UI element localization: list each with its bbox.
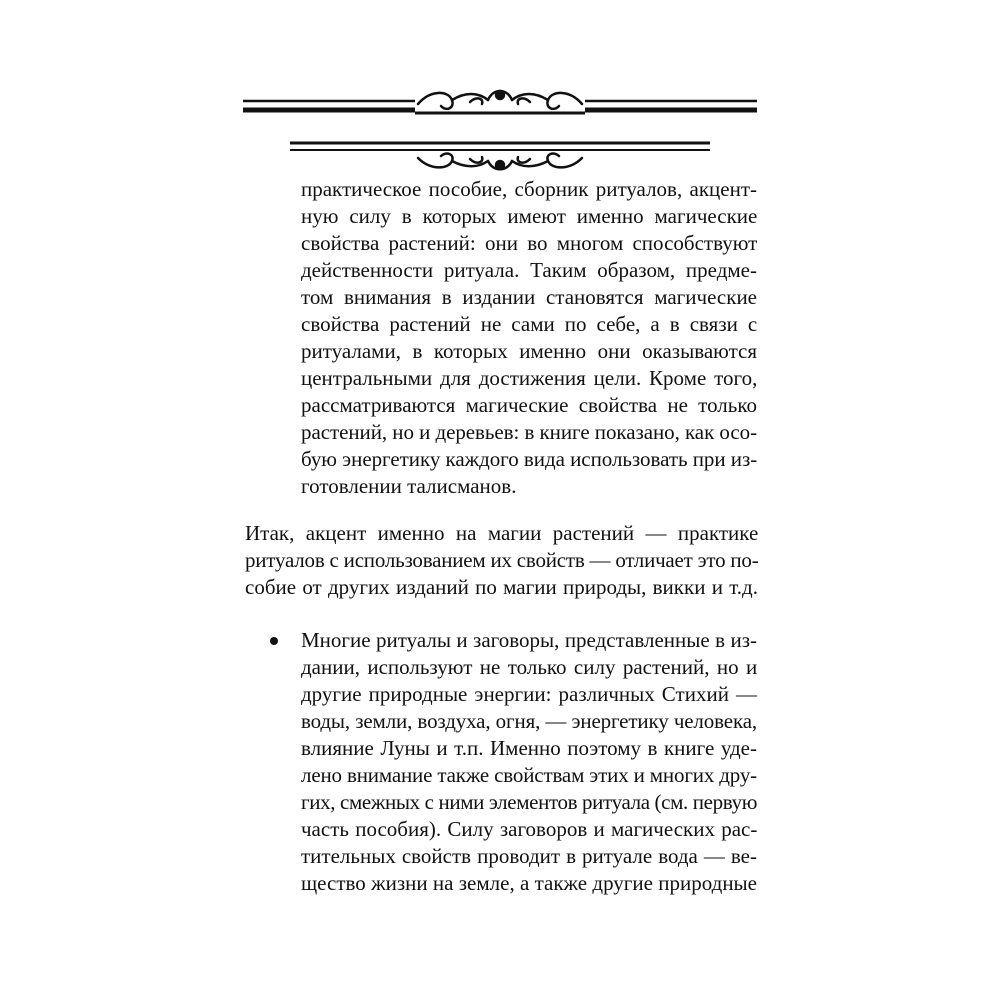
- bullet-icon: [270, 637, 278, 645]
- paragraph-continuation: [301, 176, 757, 500]
- text-line: собие от других изданий по магии природы, викки и т.д.: [245, 575, 758, 599]
- text-line: практическое пособие, сборник ритуалов, акцент-: [301, 177, 757, 201]
- text-line: дании, используют не только силу растений, но и: [301, 655, 758, 679]
- top-scroll-ornament: [418, 91, 582, 109]
- text-line: влияние Луны и т.п. Именно поэтому в книге уде-: [301, 736, 757, 760]
- bullet-list-item: [301, 627, 757, 897]
- bottom-rule-lines: [290, 143, 710, 150]
- text-line: рассматриваются магические свойства не только: [301, 393, 757, 417]
- text-line: свойства растений: они во многом способствуют: [301, 231, 758, 255]
- text-line: другие природные энергии: различных Стихий —: [301, 682, 757, 706]
- text-line: часть пособия). Силу заговоров и магических рас-: [301, 817, 758, 841]
- text-line: действенности ритуала. Таким образом, предме-: [301, 258, 757, 282]
- top-rule-lines: [243, 101, 757, 113]
- text-line: тительных свойств проводит в ритуале вода — ве-: [301, 844, 757, 868]
- text-line: ритуалов с использованием их свойств — отличает это по-: [245, 548, 759, 572]
- text-line: бую энергетику каждого вида использовать при из-: [301, 447, 758, 471]
- text-line: ритуалами, в которых именно они оказываются: [301, 339, 757, 363]
- text-line: щество жизни на земле, а также другие природные: [301, 871, 757, 895]
- text-line: готовлении талисманов.: [301, 474, 517, 498]
- text-line: Многие ритуалы и заговоры, представленные в из-: [301, 628, 757, 652]
- text-line: воды, земли, воздуха, огня, — энергетику человека,: [301, 709, 757, 733]
- text-line: ную силу в которых имеют именно магические: [301, 204, 758, 228]
- text-line: свойства растений не сами по себе, а в связи с: [301, 312, 758, 336]
- text-line: Итак, акцент именно на магии растений — практике: [245, 521, 759, 545]
- text-line: растений, но и деревьев: в книге показано, как осо-: [301, 420, 758, 444]
- text-line: лено внимание также свойствам этих и многих дру-: [301, 763, 757, 787]
- paragraph-summary: [245, 520, 758, 601]
- text-line: центральными для достижения цели. Кроме того,: [301, 366, 758, 390]
- bottom-scroll-ornament: [418, 154, 582, 170]
- header-ornament: [0, 0, 1000, 180]
- text-line: гих, смежных с ними элементов ритуала (см. первую: [301, 790, 758, 814]
- text-line: том внимания в издании становятся магические: [301, 285, 757, 309]
